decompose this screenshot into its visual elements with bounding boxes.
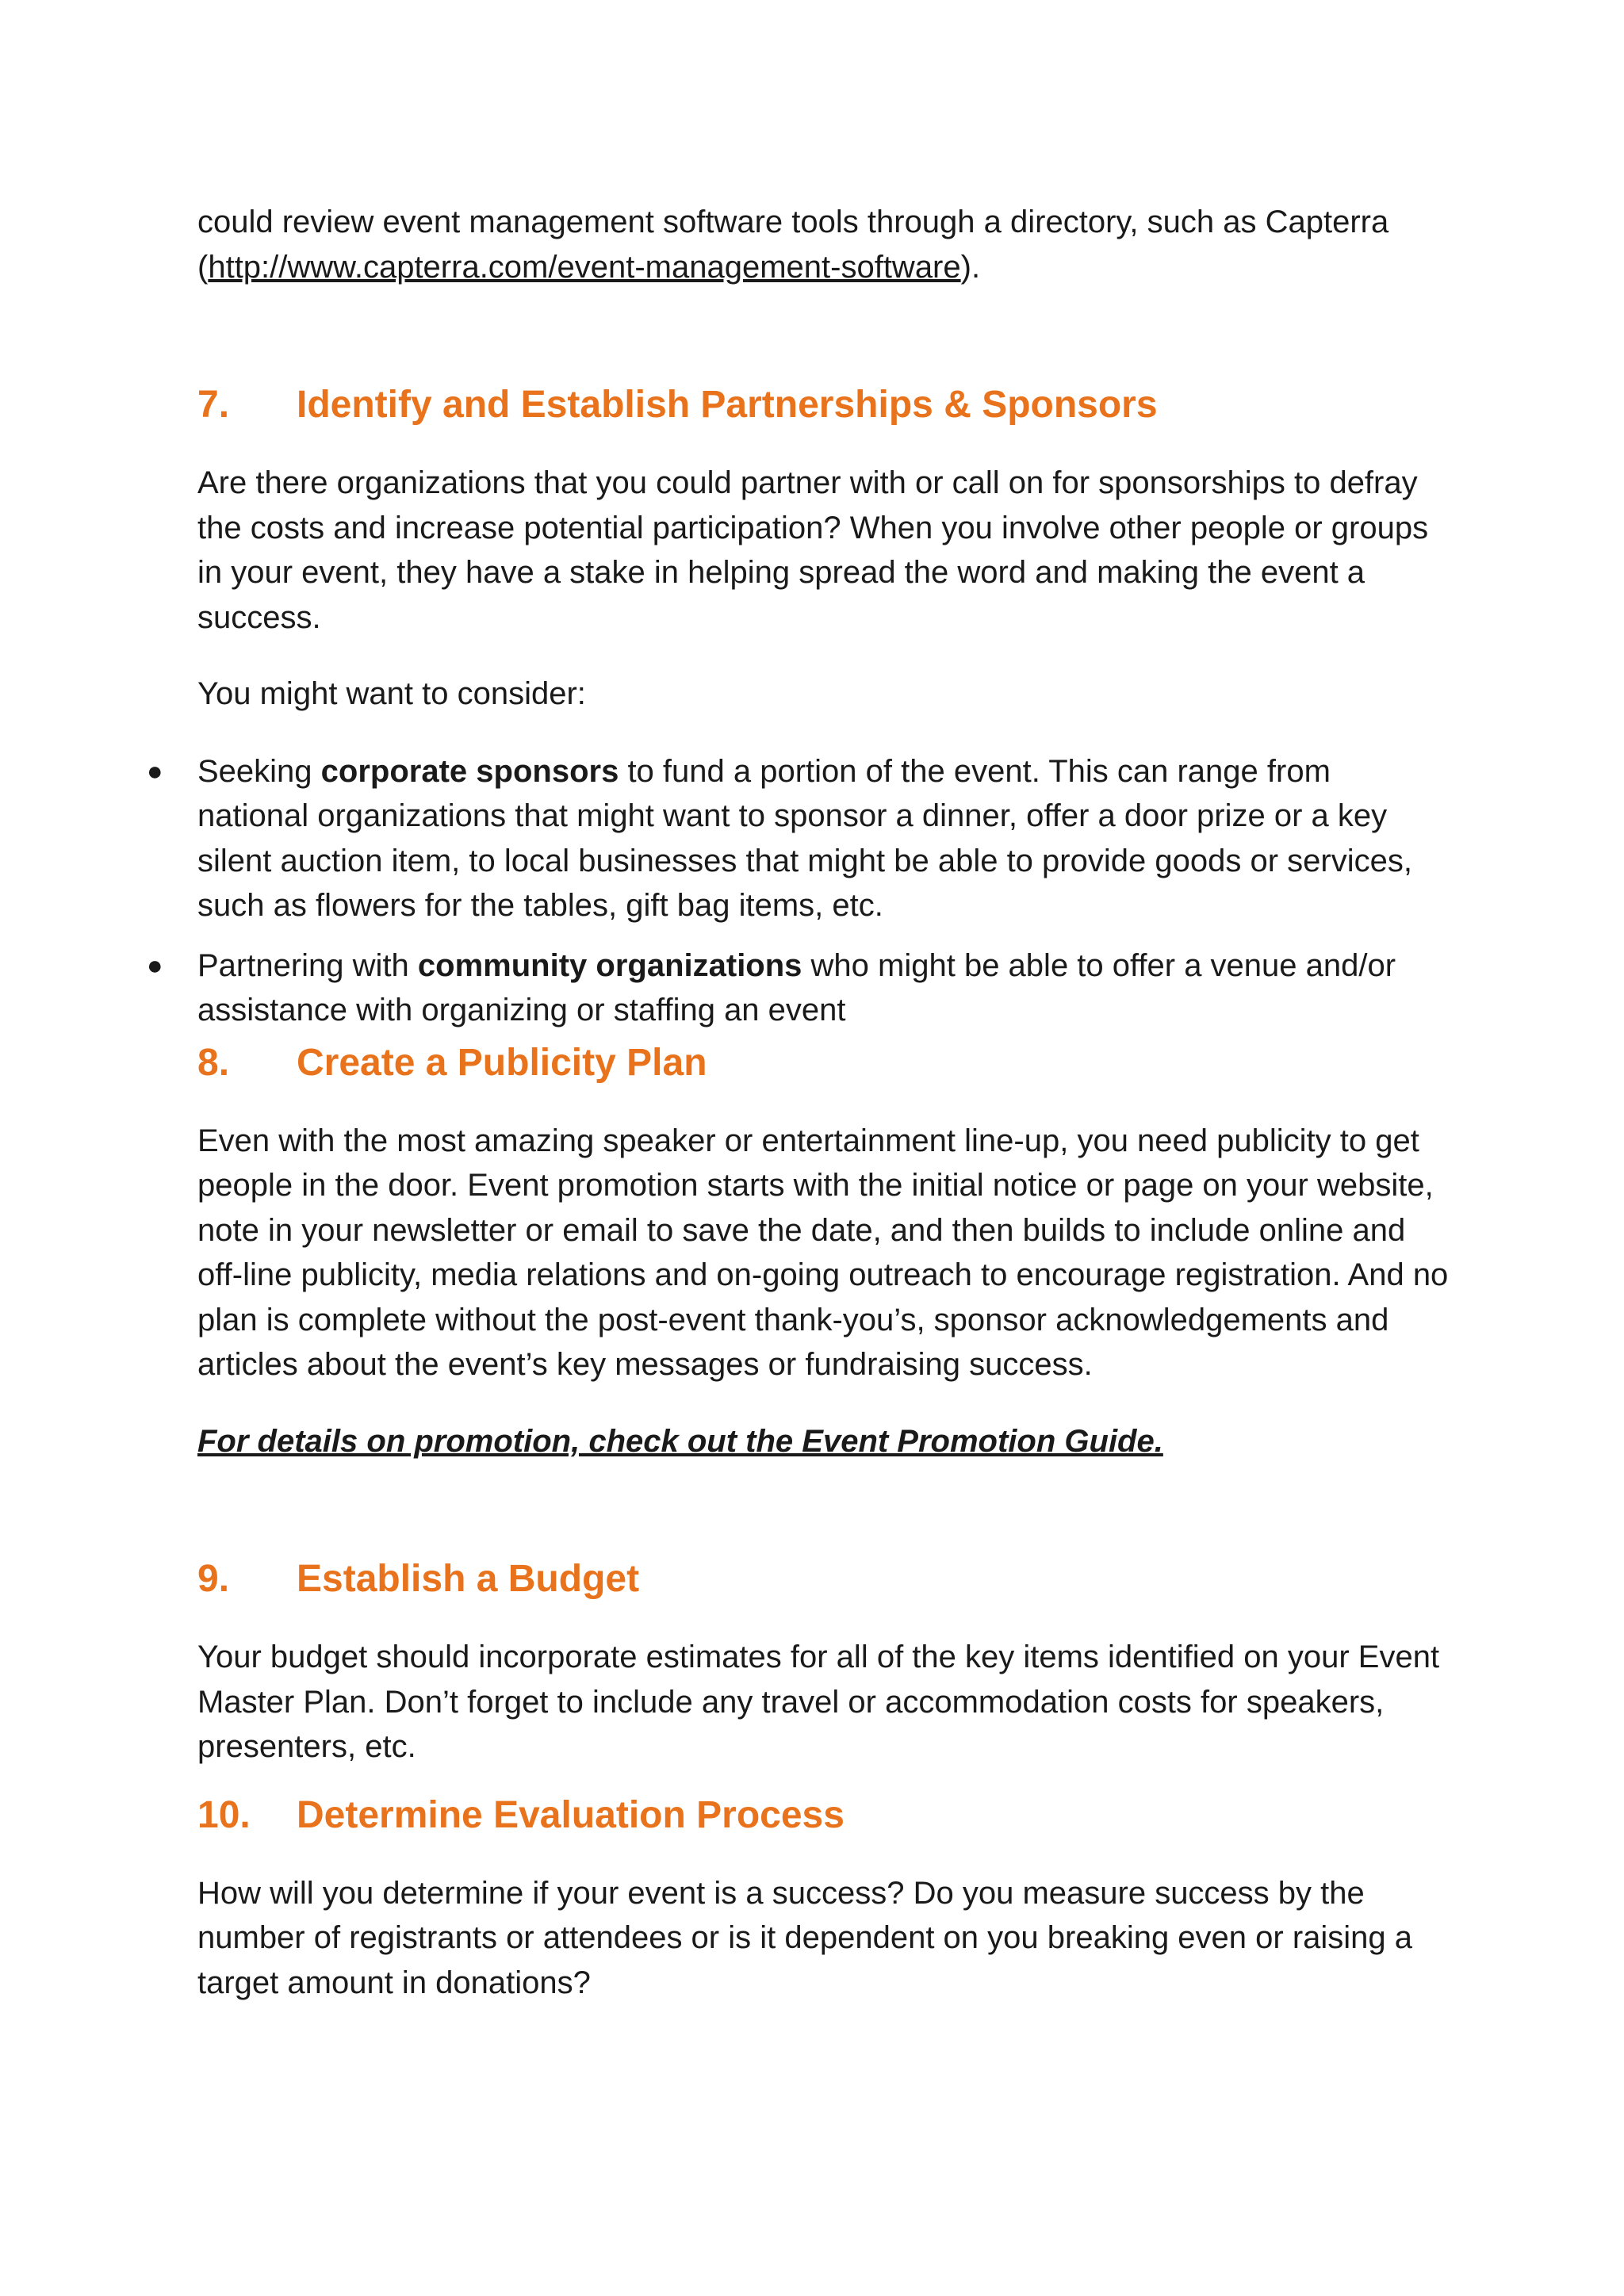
section-10-paragraph: How will you determine if your event is a success? Do you measure success by the number of registrants or attendees or is it dependent on you breaking even or raising a target amount in donations?: [197, 1875, 1413, 2000]
page-content: [147, 200, 1450, 2005]
intro-paragraph: [197, 200, 1450, 289]
section-7-title: Identify and Establish Partnerships & Sponsors: [297, 384, 1158, 426]
intro-text: could review event management software tools through a directory, such as Capterra (: [197, 205, 1389, 285]
section-10-heading: [197, 1790, 1450, 1841]
section-8-heading: [197, 1038, 1450, 1089]
bullet-text: Seeking: [197, 753, 321, 789]
section-9-title: Establish a Budget: [297, 1558, 640, 1600]
consider-label: You might want to consider:: [197, 676, 586, 711]
intro-text-end: ).: [960, 249, 981, 285]
section-8-title: Create a Publicity Plan: [297, 1041, 707, 1084]
section-7-number: 7.: [197, 384, 230, 426]
section-8-number: 8.: [197, 1041, 230, 1084]
capterra-link[interactable]: http://www.capterra.com/event-management-software: [208, 249, 961, 285]
bullet-text: who might be able to offer a venue and/or assistance with organizing or staffing an event: [197, 947, 1396, 1027]
bullet-icon: ●: [147, 950, 163, 981]
sponsor-bullet-list: [147, 749, 1450, 1033]
list-item: [147, 943, 1450, 1033]
bullet-bold: community organizations: [417, 947, 802, 983]
section-9-number: 9.: [197, 1558, 230, 1600]
event-promotion-guide-link[interactable]: For details on promotion, check out the Event Promotion Guide.: [197, 1423, 1163, 1459]
section-10-number: 10.: [197, 1793, 251, 1836]
section-7-paragraph: Are there organizations that you could partner with or call on for sponsorships to defray the costs and increase potential participation? When you involve other people or groups in your event, they have a stake in helping spread the word and making the event a success.: [197, 465, 1429, 635]
section-10-title: Determine Evaluation Process: [297, 1793, 845, 1836]
section-9-paragraph: Your budget should incorporate estimates for all of the key items identified on your Event Master Plan. Don’t forget to include any travel or accommodation costs for speakers, presenters, etc.: [197, 1640, 1440, 1764]
event-promotion-guide-reference: [197, 1419, 1450, 1464]
section-7-heading: [197, 380, 1450, 430]
section-8-paragraph: Even with the most amazing speaker or entertainment line-up, you need publicity to get people in the door. Event promotion starts with the initial notice or page on your website, note in your newsletter or email to save the date, and then builds to include online and off-line publicity, media relations and on-going outreach to encourage registration. And no plan is complete without the post-event thank-you’s, sponsor acknowledgements and articles about the event’s key messages or fundraising success.: [197, 1123, 1449, 1382]
list-item: [147, 749, 1450, 928]
bullet-text: Partnering with: [197, 947, 418, 983]
bullet-text: to fund a portion of the event. This can range from national organizations that might want to sponsor a dinner, offer a door prize or a key silent auction item, to local businesses that might be able to provide goods or services, such as flowers for the tables, gift bag items, etc.: [197, 753, 1412, 923]
bullet-icon: ●: [147, 756, 163, 786]
bullet-bold: corporate sponsors: [320, 753, 619, 789]
section-9-heading: [197, 1554, 1450, 1605]
